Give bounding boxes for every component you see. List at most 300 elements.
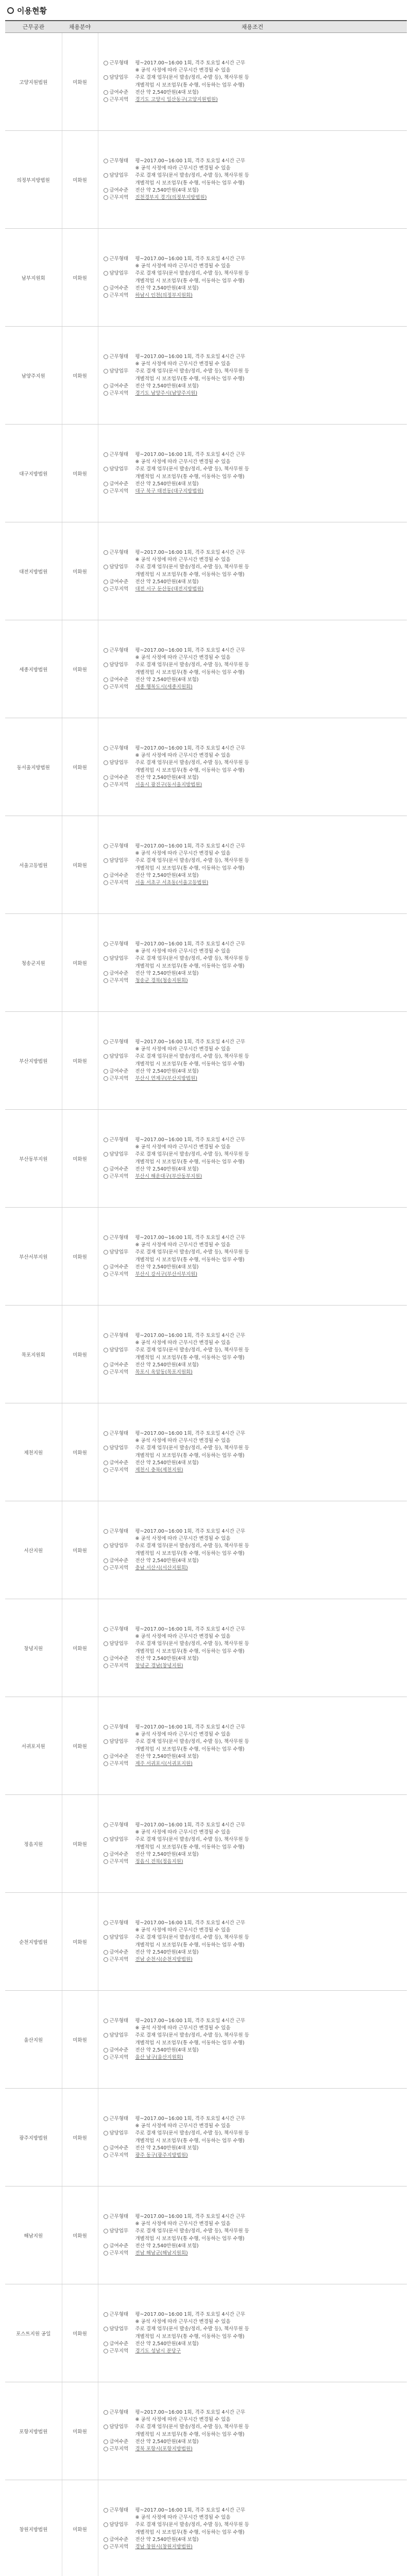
field-label	[104, 1264, 135, 1271]
field-label	[104, 2145, 135, 2152]
field-name: 미화원	[73, 960, 87, 967]
condition-pay	[104, 872, 404, 879]
field-label	[104, 1053, 135, 1067]
condition-cell	[98, 1501, 407, 1599]
field-cell	[62, 1991, 98, 2089]
duty-text: 개별적업 시 보조업무(통 수행, 이동하는 업무 수행)	[135, 1942, 245, 1948]
condition-cell	[98, 327, 407, 425]
field-label	[104, 2115, 135, 2130]
duty-value	[135, 1445, 404, 1459]
field-label-text: 근무형태	[109, 1920, 129, 1926]
field-label-text: 급여수준	[109, 1655, 129, 1662]
field-label	[104, 1369, 135, 1376]
field-label-text: 담당업무	[109, 1054, 129, 1060]
duty-value	[135, 662, 404, 676]
pay-text: 전산 약 2,540만원(4대 보험)	[135, 774, 199, 781]
field-label-text: 급여수준	[109, 2536, 129, 2543]
field-label	[104, 2536, 135, 2544]
condition-pay	[104, 2243, 404, 2250]
bullet-circle-icon	[104, 2146, 108, 2150]
shift-text: 평~2017.00~16:00 1회, 격주 토요일 4시간 근무	[135, 1039, 246, 1045]
field-label	[104, 1332, 135, 1347]
field-cell	[62, 1403, 98, 1501]
workplace-cell	[5, 1893, 62, 1991]
condition-duty	[104, 1738, 404, 1753]
bullet-circle-icon	[104, 2251, 108, 2256]
field-label-text: 근무형태	[109, 60, 129, 66]
table-row	[5, 131, 407, 229]
field-name: 미화원	[73, 862, 87, 869]
field-label	[104, 745, 135, 759]
condition-shift	[104, 843, 404, 857]
duty-value	[135, 270, 404, 284]
location-text: 경기도 고양시 일산동구(고양지원법원)	[135, 96, 218, 103]
field-label-text: 근무형태	[109, 2409, 129, 2415]
shift-note: ※ 공석 사정에 따라 근무시간 변경될 수 있음	[135, 1536, 231, 1542]
shift-text: 평~2017.00~16:00 1회, 격주 토요일 4시간 근무	[135, 647, 246, 653]
workplace-name: 의정부지방법원	[16, 177, 50, 183]
bullet-circle-icon	[104, 1837, 108, 1842]
condition-shift	[104, 451, 404, 466]
field-label	[104, 2424, 135, 2438]
table-header-row	[5, 21, 407, 33]
bullet-circle-icon	[104, 1461, 108, 1465]
shift-note: ※ 공석 사정에 따라 근무시간 변경될 수 있음	[135, 2221, 231, 2227]
shift-note: ※ 공석 사정에 따라 근무시간 변경될 수 있음	[135, 753, 231, 759]
field-label	[104, 1626, 135, 1640]
workplace-cell	[5, 620, 62, 718]
condition-shift	[104, 60, 404, 74]
shift-value	[135, 647, 404, 662]
field-label-text: 근무지역	[109, 292, 129, 298]
condition-shift	[104, 353, 404, 368]
condition-location	[104, 96, 404, 104]
condition-cell	[98, 2480, 407, 2576]
bullet-circle-icon	[104, 452, 108, 457]
pay-text: 전산 약 2,540만원(4대 보험)	[135, 89, 199, 95]
field-label-text: 급여수준	[109, 2145, 129, 2151]
bullet-circle-icon	[104, 2048, 108, 2053]
condition-cell	[98, 1599, 407, 1697]
bullet-circle-icon	[104, 2349, 108, 2353]
field-name: 미화원	[73, 1156, 87, 1162]
condition-duty	[104, 1934, 404, 1948]
shift-note: ※ 공석 사정에 따라 근무시간 변경될 수 있음	[135, 557, 231, 563]
condition-cell	[98, 522, 407, 620]
duty-text: 주로 결재 업무(문서 발송/정리, 수발 등), 책사무원 등	[135, 1347, 249, 1353]
condition-cell	[98, 718, 407, 816]
bullet-circle-icon	[104, 2545, 108, 2549]
location-text: 경남 창원시(창원지방법원)	[135, 2544, 193, 2550]
shift-value	[135, 1626, 404, 1640]
workplace-name: 대구지방법원	[19, 471, 48, 477]
shift-text: 평~2017.00~16:00 1회, 격주 토요일 4시간 근무	[135, 2213, 246, 2219]
workplace-name: 청송군지원	[21, 960, 45, 967]
location-text: 부산시 강서구(부산서부지원)	[135, 1271, 198, 1277]
page	[5, 0, 407, 2576]
table-row	[5, 522, 407, 620]
duty-text: 개별적업 시 보조업무(통 수행, 이동하는 업무 수행)	[135, 1746, 245, 1752]
condition-list	[104, 745, 404, 789]
bullet-circle-icon	[104, 844, 108, 849]
field-label-text: 근무형태	[109, 2507, 129, 2513]
field-label-text: 급여수준	[109, 774, 129, 781]
field-label-text: 급여수준	[109, 579, 129, 585]
pay-text: 전산 약 2,540만원(4대 보험)	[135, 187, 199, 193]
workplace-cell	[5, 1991, 62, 2089]
bullet-circle-icon	[104, 1725, 108, 1730]
field-label-text: 급여수준	[109, 1264, 129, 1270]
condition-cell	[98, 33, 407, 131]
field-label-text: 급여수준	[109, 970, 129, 976]
table-row	[5, 1403, 407, 1501]
field-label-text: 근무지역	[109, 782, 129, 788]
condition-duty	[104, 662, 404, 676]
condition-pay	[104, 774, 404, 782]
workplace-cell	[5, 1795, 62, 1893]
field-label	[104, 2507, 135, 2521]
shift-value	[135, 843, 404, 857]
field-cell	[62, 33, 98, 131]
duty-text: 주로 결재 업무(문서 발송/정리, 수발 등), 책사무원 등	[135, 1054, 249, 1060]
field-name: 미화원	[73, 1646, 87, 1652]
condition-pay	[104, 89, 404, 96]
duty-text: 개별적업 시 보조업무(통 수행, 이동하는 업무 수행)	[135, 82, 245, 88]
duty-text: 주로 결재 업무(문서 발송/정리, 수발 등), 책사무원 등	[135, 2130, 249, 2137]
condition-pay	[104, 285, 404, 292]
field-label	[104, 955, 135, 970]
condition-list	[104, 1430, 404, 1474]
field-label	[104, 872, 135, 879]
field-label	[104, 1543, 135, 1557]
bullet-circle-icon	[104, 2131, 108, 2136]
location-text: 제주 서귀포시(서귀포지원)	[135, 1760, 193, 1767]
shift-text: 평~2017.00~16:00 1회, 격주 토요일 4시간 근무	[135, 549, 246, 555]
workplace-name: 순천지방법원	[19, 1939, 48, 1945]
field-label-text: 급여수준	[109, 1753, 129, 1759]
field-label-text: 근무형태	[109, 1430, 129, 1436]
condition-shift	[104, 549, 404, 564]
field-label-text: 담당업무	[109, 1739, 129, 1745]
condition-list	[104, 2213, 404, 2257]
field-label-text: 근무형태	[109, 256, 129, 262]
condition-location	[104, 2250, 404, 2257]
duty-text: 개별적업 시 보조업무(통 수행, 이동하는 업무 수행)	[135, 2235, 245, 2242]
bullet-circle-icon	[104, 61, 108, 65]
shift-text: 평~2017.00~16:00 1회, 격주 토요일 4시간 근무	[135, 1137, 246, 1143]
pay-text: 전산 약 2,540만원(4대 보험)	[135, 1557, 199, 1564]
shift-text: 평~2017.00~16:00 1회, 격주 토요일 4시간 근무	[135, 2115, 246, 2122]
duty-value	[135, 2521, 404, 2536]
workplace-name: 창원지방법원	[19, 2527, 48, 2533]
workplace-name: 고양지원법원	[19, 79, 48, 86]
field-label-text: 급여수준	[109, 676, 129, 683]
shift-note: ※ 공석 사정에 따라 근무시간 변경될 수 있음	[135, 1634, 231, 1640]
field-label	[104, 60, 135, 74]
table-row	[5, 1012, 407, 1110]
bullet-circle-icon	[104, 1348, 108, 1352]
workplace-name: 제천지원	[24, 1450, 43, 1456]
condition-shift	[104, 256, 404, 270]
shift-note: ※ 공석 사정에 따라 근무시간 변경될 수 있음	[135, 1829, 231, 1836]
field-label-text: 근무지역	[109, 1271, 129, 1277]
bullet-circle-icon	[104, 1333, 108, 1338]
condition-duty	[104, 1347, 404, 1361]
field-label	[104, 1362, 135, 1369]
field-label-text: 담당업무	[109, 2424, 129, 2430]
field-cell	[62, 1110, 98, 1208]
bullet-circle-icon	[104, 2327, 108, 2331]
condition-cell	[98, 1893, 407, 1991]
field-name: 미화원	[73, 1939, 87, 1945]
table-row	[5, 620, 407, 718]
field-label-text: 담당업무	[109, 1445, 129, 1451]
condition-cell	[98, 1110, 407, 1208]
condition-pay	[104, 2536, 404, 2544]
condition-location	[104, 488, 404, 495]
field-label	[104, 390, 135, 397]
duty-text: 주로 결재 업무(문서 발송/정리, 수발 등), 책사무원 등	[135, 1837, 249, 1843]
field-label	[104, 564, 135, 578]
bullet-circle-icon	[104, 587, 108, 591]
bullet-circle-icon	[104, 1250, 108, 1255]
workplace-cell	[5, 327, 62, 425]
bullet-circle-icon	[104, 173, 108, 178]
workplace-cell	[5, 1306, 62, 1403]
duty-text: 개별적업 시 보조업무(통 수행, 이동하는 업무 수행)	[135, 1354, 245, 1361]
condition-duty	[104, 1543, 404, 1557]
field-cell	[62, 1208, 98, 1306]
field-cell	[62, 1501, 98, 1599]
field-label-text: 근무지역	[109, 1663, 129, 1669]
bullet-circle-icon	[104, 1174, 108, 1179]
workplace-cell	[5, 131, 62, 229]
condition-location	[104, 977, 404, 985]
duty-text: 주로 결재 업무(문서 발송/정리, 수발 등), 책사무원 등	[135, 1543, 249, 1549]
field-label	[104, 1137, 135, 1151]
pay-text: 전산 약 2,540만원(4대 보험)	[135, 2243, 199, 2249]
shift-text: 평~2017.00~16:00 1회, 격주 토요일 4시간 근무	[135, 1528, 246, 1534]
field-label-text: 급여수준	[109, 2243, 129, 2249]
duty-text: 개별적업 시 보조업무(통 수행, 이동하는 업무 수행)	[135, 180, 245, 186]
shift-note: ※ 공석 사정에 따라 근무시간 변경될 수 있음	[135, 263, 231, 269]
duty-text: 주로 결재 업무(문서 발송/정리, 수발 등), 책사무원 등	[135, 75, 249, 81]
field-label	[104, 579, 135, 586]
condition-cell	[98, 1208, 407, 1306]
field-name: 미화원	[73, 471, 87, 477]
bullet-circle-icon	[104, 2439, 108, 2444]
condition-list	[104, 2115, 404, 2159]
bullet-circle-icon	[104, 90, 108, 95]
shift-value	[135, 158, 404, 172]
field-label-text: 근무지역	[109, 1760, 129, 1767]
location-text: 서울시 광진구(동서울지방법원)	[135, 782, 202, 788]
duty-value	[135, 564, 404, 578]
field-name: 미화원	[73, 2233, 87, 2239]
duty-value	[135, 857, 404, 872]
bullet-circle-icon	[104, 873, 108, 878]
location-text: 세종 행복도시(세종지원회)	[135, 684, 193, 690]
condition-pay	[104, 1557, 404, 1565]
condition-pay	[104, 1460, 404, 1467]
condition-pay	[104, 2145, 404, 2152]
duty-text: 주로 결재 업무(문서 발송/정리, 수발 등), 책사무원 등	[135, 2032, 249, 2039]
table-row	[5, 1893, 407, 1991]
field-label-text: 담당업무	[109, 368, 129, 375]
field-label-text: 담당업무	[109, 2326, 129, 2332]
condition-duty	[104, 172, 404, 187]
shift-value	[135, 256, 404, 270]
shift-text: 평~2017.00~16:00 1회, 격주 토요일 4시간 근무	[135, 1822, 246, 1828]
bullet-circle-icon	[104, 858, 108, 863]
field-label	[104, 2243, 135, 2250]
condition-cell	[98, 1697, 407, 1795]
bullet-circle-icon	[104, 195, 108, 200]
field-label-text: 근무지역	[109, 1467, 129, 1473]
field-label	[104, 466, 135, 480]
duty-text: 주로 결재 업무(문서 발송/정리, 수발 등), 책사무원 등	[135, 2424, 249, 2430]
field-label-text: 담당업무	[109, 466, 129, 472]
location-text: 경기도 성남시 분당구	[135, 2348, 181, 2354]
shift-note: ※ 공석 사정에 따라 근무시간 변경될 수 있음	[135, 361, 231, 367]
field-label	[104, 383, 135, 390]
field-label	[104, 1445, 135, 1459]
workplace-name: 창녕지원	[24, 1646, 43, 1652]
bullet-circle-icon	[104, 2244, 108, 2248]
shift-text: 평~2017.00~16:00 1회, 격주 토요일 4시간 근무	[135, 353, 246, 360]
shift-value	[135, 1822, 404, 1836]
condition-list	[104, 1920, 404, 1963]
condition-list	[104, 60, 404, 104]
bullet-circle-icon	[104, 942, 108, 946]
pay-text: 전산 약 2,540만원(4대 보험)	[135, 676, 199, 683]
shift-value	[135, 2507, 404, 2521]
condition-shift	[104, 1137, 404, 1151]
shift-note: ※ 공석 사정에 따라 근무시간 변경될 수 있음	[135, 2319, 231, 2325]
shift-note: ※ 공석 사정에 따라 근무시간 변경될 수 있음	[135, 67, 231, 74]
field-name: 미화원	[73, 2429, 87, 2435]
condition-pay	[104, 1166, 404, 1173]
shift-value	[135, 60, 404, 74]
duty-text: 개별적업 시 보조업무(통 수행, 이동하는 업무 수행)	[135, 865, 245, 871]
condition-duty	[104, 759, 404, 774]
table-row	[5, 1306, 407, 1403]
condition-duty	[104, 1151, 404, 1165]
bullet-circle-icon	[104, 1921, 108, 1925]
field-label	[104, 2213, 135, 2228]
field-label	[104, 941, 135, 955]
location-text: 울산 남구(울산지원회)	[135, 2054, 183, 2060]
table-row	[5, 1208, 407, 1306]
duty-text: 개별적업 시 보조업무(통 수행, 이동하는 업무 수행)	[135, 376, 245, 382]
condition-cell	[98, 2089, 407, 2187]
field-label-text: 근무지역	[109, 879, 129, 886]
duty-text: 주로 결재 업무(문서 발송/정리, 수발 등), 책사무원 등	[135, 173, 249, 179]
location-text: 광주 동구(광주지방법원)	[135, 2152, 188, 2158]
field-label-text: 담당업무	[109, 1641, 129, 1647]
table-row	[5, 1501, 407, 1599]
field-label-text: 근무지역	[109, 977, 129, 984]
duty-text: 개별적업 시 보조업무(통 수행, 이동하는 업무 수행)	[135, 473, 245, 480]
duty-text: 주로 결재 업무(문서 발송/정리, 수발 등), 책사무원 등	[135, 2522, 249, 2528]
condition-shift	[104, 745, 404, 759]
condition-list	[104, 158, 404, 201]
location-text: 하남시 인천(의정부지원회)	[135, 292, 193, 298]
condition-location	[104, 390, 404, 397]
pay-text: 전산 약 2,540만원(4대 보험)	[135, 1851, 199, 1857]
condition-list	[104, 2507, 404, 2551]
bullet-circle-icon	[104, 565, 108, 569]
field-name: 미화원	[73, 1352, 87, 1358]
workplace-cell	[5, 33, 62, 131]
bullet-circle-icon	[104, 648, 108, 653]
field-name: 미화원	[73, 2135, 87, 2141]
bullet-circle-icon	[104, 1761, 108, 1766]
field-label-text: 급여수준	[109, 1851, 129, 1857]
shift-note: ※ 공석 사정에 따라 근무시간 변경될 수 있음	[135, 2515, 231, 2521]
field-label-text: 근무형태	[109, 2213, 129, 2219]
field-label	[104, 256, 135, 270]
field-label	[104, 74, 135, 89]
duty-text: 주로 결재 업무(문서 발송/정리, 수발 등), 책사무원 등	[135, 564, 249, 570]
shift-text: 평~2017.00~16:00 1회, 격주 토요일 4시간 근무	[135, 745, 246, 751]
condition-pay	[104, 1264, 404, 1271]
condition-duty	[104, 1445, 404, 1459]
shift-note: ※ 공석 사정에 따라 근무시간 변경될 수 있음	[135, 1242, 231, 1248]
bullet-circle-icon	[104, 1935, 108, 1940]
workplace-cell	[5, 229, 62, 327]
field-label	[104, 2047, 135, 2054]
bullet-circle-icon	[104, 1446, 108, 1450]
workplace-name: 울산지원	[24, 2037, 43, 2043]
duty-text: 개별적업 시 보조업무(통 수행, 이동하는 업무 수행)	[135, 1550, 245, 1556]
condition-cell	[98, 425, 407, 522]
workplace-name: 포스트지원 공일	[16, 2331, 51, 2337]
field-label-text: 근무형태	[109, 941, 129, 947]
shift-text: 평~2017.00~16:00 1회, 격주 토요일 4시간 근무	[135, 60, 246, 66]
field-label-text: 근무지역	[109, 1858, 129, 1865]
workplace-cell	[5, 2382, 62, 2480]
duty-text: 개별적업 시 보조업무(통 수행, 이동하는 업무 수행)	[135, 767, 245, 773]
bullet-circle-icon	[104, 2447, 108, 2451]
condition-pay	[104, 1362, 404, 1369]
pay-text: 전산 약 2,540만원(4대 보험)	[135, 383, 199, 389]
table-row	[5, 2480, 407, 2576]
field-label	[104, 1934, 135, 1948]
workplace-cell	[5, 1599, 62, 1697]
duty-value	[135, 1151, 404, 1165]
field-cell	[62, 1697, 98, 1795]
pay-text: 전산 약 2,540만원(4대 보험)	[135, 2145, 199, 2151]
condition-duty	[104, 2228, 404, 2242]
bullet-circle-icon	[104, 1529, 108, 1534]
recruitment-table	[5, 20, 407, 2576]
field-label	[104, 451, 135, 466]
bullet-circle-icon	[104, 2019, 108, 2023]
field-cell	[62, 1306, 98, 1403]
bullet-circle-icon	[104, 663, 108, 667]
condition-shift	[104, 158, 404, 172]
field-label-text: 근무형태	[109, 1039, 129, 1045]
shift-text: 평~2017.00~16:00 1회, 격주 토요일 4시간 근무	[135, 1724, 246, 1730]
condition-cell	[98, 1991, 407, 2089]
field-label-text: 근무지역	[109, 1565, 129, 1571]
condition-pay	[104, 1655, 404, 1663]
field-label-text: 근무지역	[109, 488, 129, 494]
condition-duty	[104, 2130, 404, 2144]
field-label	[104, 1663, 135, 1670]
field-label-text: 근무형태	[109, 158, 129, 164]
